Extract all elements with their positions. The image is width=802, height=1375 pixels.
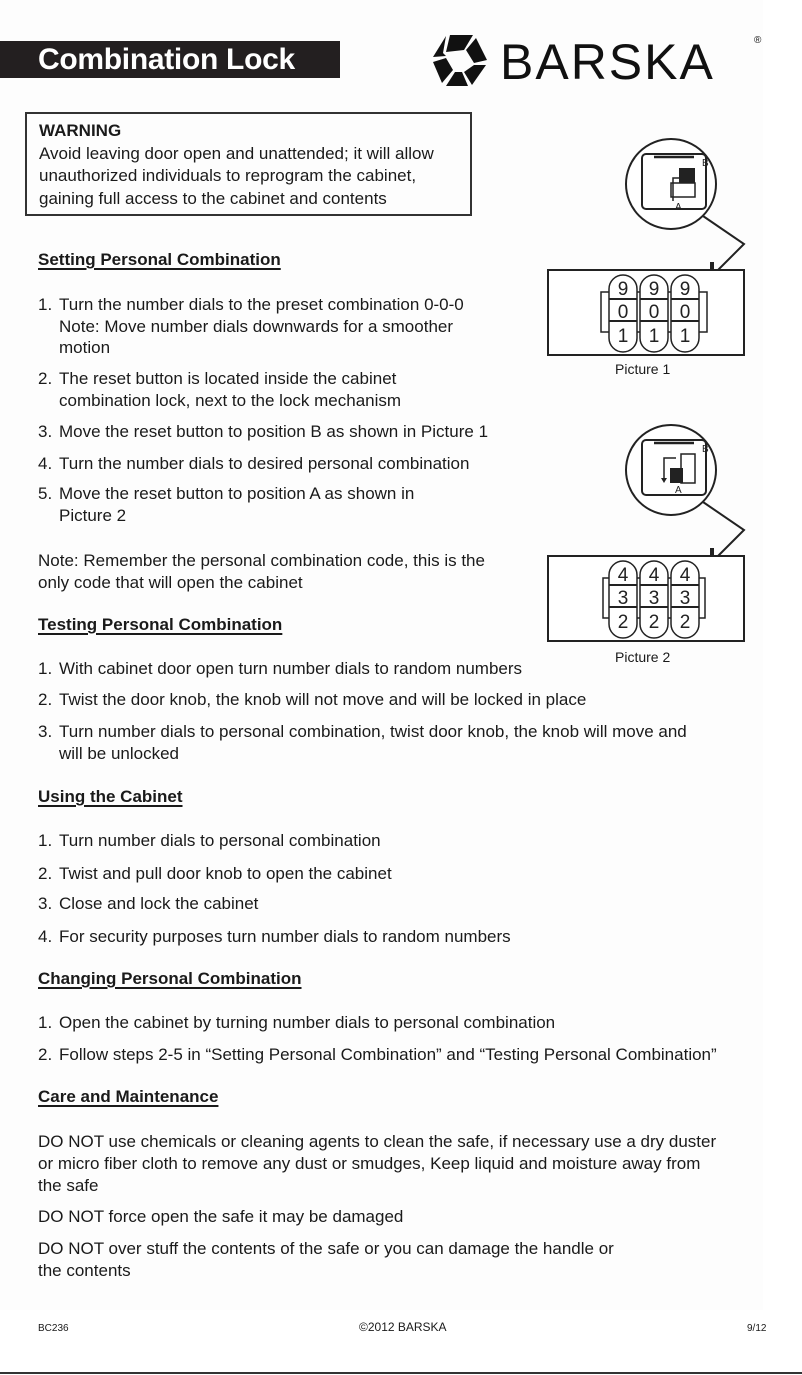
footer-copyright: ©2012 BARSKA	[359, 1320, 447, 1334]
svg-text:4: 4	[679, 565, 691, 586]
heading-using-the-cabinet: Using the Cabinet	[38, 787, 183, 806]
heading-testing-personal-combination: Testing Personal Combination	[38, 615, 283, 634]
care-line: or micro fiber cloth to remove any dust or smudges, Keep liquid and moisture away from	[38, 1154, 701, 1173]
using-step-3	[38, 893, 258, 915]
svg-text:2: 2	[617, 612, 629, 633]
svg-text:2: 2	[648, 612, 660, 633]
step-number: 1.	[38, 295, 53, 314]
svg-text:9: 9	[617, 279, 629, 300]
warning-box	[25, 112, 472, 216]
picture-1-caption: Picture 1	[615, 361, 671, 377]
heading-care-and-maintenance: Care and Maintenance	[38, 1087, 219, 1106]
svg-text:2: 2	[679, 612, 691, 633]
step-text: Twist and pull door knob to open the cabinet	[59, 864, 392, 883]
svg-text:9: 9	[679, 279, 691, 300]
svg-text:B: B	[702, 158, 709, 169]
svg-text:®: ®	[754, 35, 762, 46]
page-title: Combination Lock	[0, 41, 340, 78]
step-text: motion	[59, 338, 111, 357]
bottom-rule	[0, 1372, 802, 1374]
step-number: 2.	[38, 1045, 53, 1064]
using-step-1	[38, 830, 381, 852]
step-number: 5.	[38, 484, 53, 503]
setting-step-2	[38, 368, 401, 411]
step-number: 3.	[38, 894, 53, 913]
step-number: 3.	[38, 422, 53, 441]
setting-note	[38, 550, 485, 594]
using-step-4	[38, 926, 511, 948]
svg-text:B: B	[702, 444, 709, 455]
picture-1-figure	[546, 132, 756, 367]
step-number: 1.	[38, 659, 53, 678]
care-line: DO NOT over stuff the contents of the safe or you can damage the handle or	[38, 1239, 614, 1258]
svg-text:A: A	[675, 485, 682, 496]
warning-title: WARNING	[39, 121, 122, 140]
barska-aperture-icon	[432, 32, 772, 88]
svg-text:3: 3	[617, 588, 629, 609]
svg-text:A: A	[675, 202, 682, 213]
step-text: Picture 2	[59, 505, 127, 525]
step-number: 2.	[38, 864, 53, 883]
step-text: will be unlocked	[59, 743, 180, 763]
care-line: the contents	[38, 1261, 131, 1280]
warning-line: unauthorized individuals to reprogram the cabinet,	[39, 166, 417, 185]
step-text: Twist the door knob, the knob will not move and will be locked in place	[59, 690, 587, 709]
step-text: Move the reset button to position A as shown in	[59, 484, 415, 503]
step-text: Close and lock the cabinet	[59, 894, 259, 913]
using-step-2	[38, 863, 392, 885]
changing-step-2	[38, 1044, 717, 1066]
step-text: For security purposes turn number dials to random numbers	[59, 927, 511, 946]
step-text: combination lock, next to the lock mechanism	[59, 390, 402, 410]
svg-text:1: 1	[679, 326, 691, 347]
warning-line: Avoid leaving door open and unattended; it will allow	[39, 143, 434, 163]
setting-step-1	[38, 294, 464, 359]
step-text: Move the reset button to position B as shown in Picture 1	[59, 422, 489, 441]
svg-text:BARSKA: BARSKA	[500, 34, 715, 88]
care-paragraph-3	[38, 1238, 614, 1282]
svg-text:1: 1	[648, 326, 660, 347]
footer-model-number: BC236	[38, 1323, 69, 1334]
step-number: 1.	[38, 1013, 53, 1032]
step-text: With cabinet door open turn number dials to random numbers	[59, 659, 523, 678]
brand-logo	[432, 32, 772, 88]
testing-step-2	[38, 689, 586, 711]
step-number: 4.	[38, 454, 53, 473]
step-text: Turn number dials to personal combination, twist door knob, the knob will move and	[59, 722, 687, 741]
step-text: Turn the number dials to the preset combination 0-0-0	[59, 295, 464, 314]
step-text: Note: Move number dials downwards for a smoother	[59, 316, 454, 336]
warning-line: gaining full access to the cabinet and contents	[39, 188, 387, 208]
step-number: 1.	[38, 831, 53, 850]
care-line: DO NOT use chemicals or cleaning agents to clean the safe, if necessary use a dry duster	[38, 1132, 717, 1151]
note-line: Note: Remember the personal combination code, this is the	[38, 551, 485, 570]
testing-step-1	[38, 658, 522, 680]
svg-text:0: 0	[648, 302, 660, 323]
step-number: 4.	[38, 927, 53, 946]
step-text: Open the cabinet by turning number dials to personal combination	[59, 1013, 556, 1032]
svg-text:0: 0	[617, 302, 629, 323]
svg-text:3: 3	[648, 588, 660, 609]
svg-text:4: 4	[648, 565, 660, 586]
note-line: only code that will open the cabinet	[38, 573, 303, 592]
heading-setting-personal-combination: Setting Personal Combination	[38, 250, 281, 269]
picture-2-figure	[546, 418, 756, 653]
care-line: DO NOT force open the safe it may be damaged	[38, 1207, 404, 1226]
step-text: Follow steps 2-5 in “Setting Personal Combination” and “Testing Personal Combination”	[59, 1045, 717, 1064]
step-text: Turn number dials to personal combination	[59, 831, 381, 850]
step-text: The reset button is located inside the cabinet	[59, 369, 397, 388]
footer-page-number: 9/12	[747, 1323, 767, 1334]
changing-step-1	[38, 1012, 555, 1034]
step-number: 2.	[38, 369, 53, 388]
lock-diagram-reset-position-b-icon	[546, 132, 756, 362]
heading-changing-personal-combination: Changing Personal Combination	[38, 969, 302, 988]
lock-diagram-reset-position-a-icon	[546, 418, 756, 648]
care-paragraph-2	[38, 1206, 403, 1228]
svg-text:4: 4	[617, 565, 629, 586]
svg-text:1: 1	[617, 326, 629, 347]
care-paragraph-1	[38, 1131, 716, 1197]
step-number: 2.	[38, 690, 53, 709]
setting-step-3	[38, 421, 488, 443]
step-text: Turn the number dials to desired personal combination	[59, 454, 470, 473]
picture-2-caption: Picture 2	[615, 649, 671, 665]
care-line: the safe	[38, 1176, 99, 1195]
setting-step-4	[38, 453, 469, 475]
svg-text:0: 0	[679, 302, 691, 323]
svg-text:3: 3	[679, 588, 691, 609]
testing-step-3	[38, 721, 687, 764]
setting-step-5	[38, 483, 414, 526]
svg-text:9: 9	[648, 279, 660, 300]
step-number: 3.	[38, 722, 53, 741]
